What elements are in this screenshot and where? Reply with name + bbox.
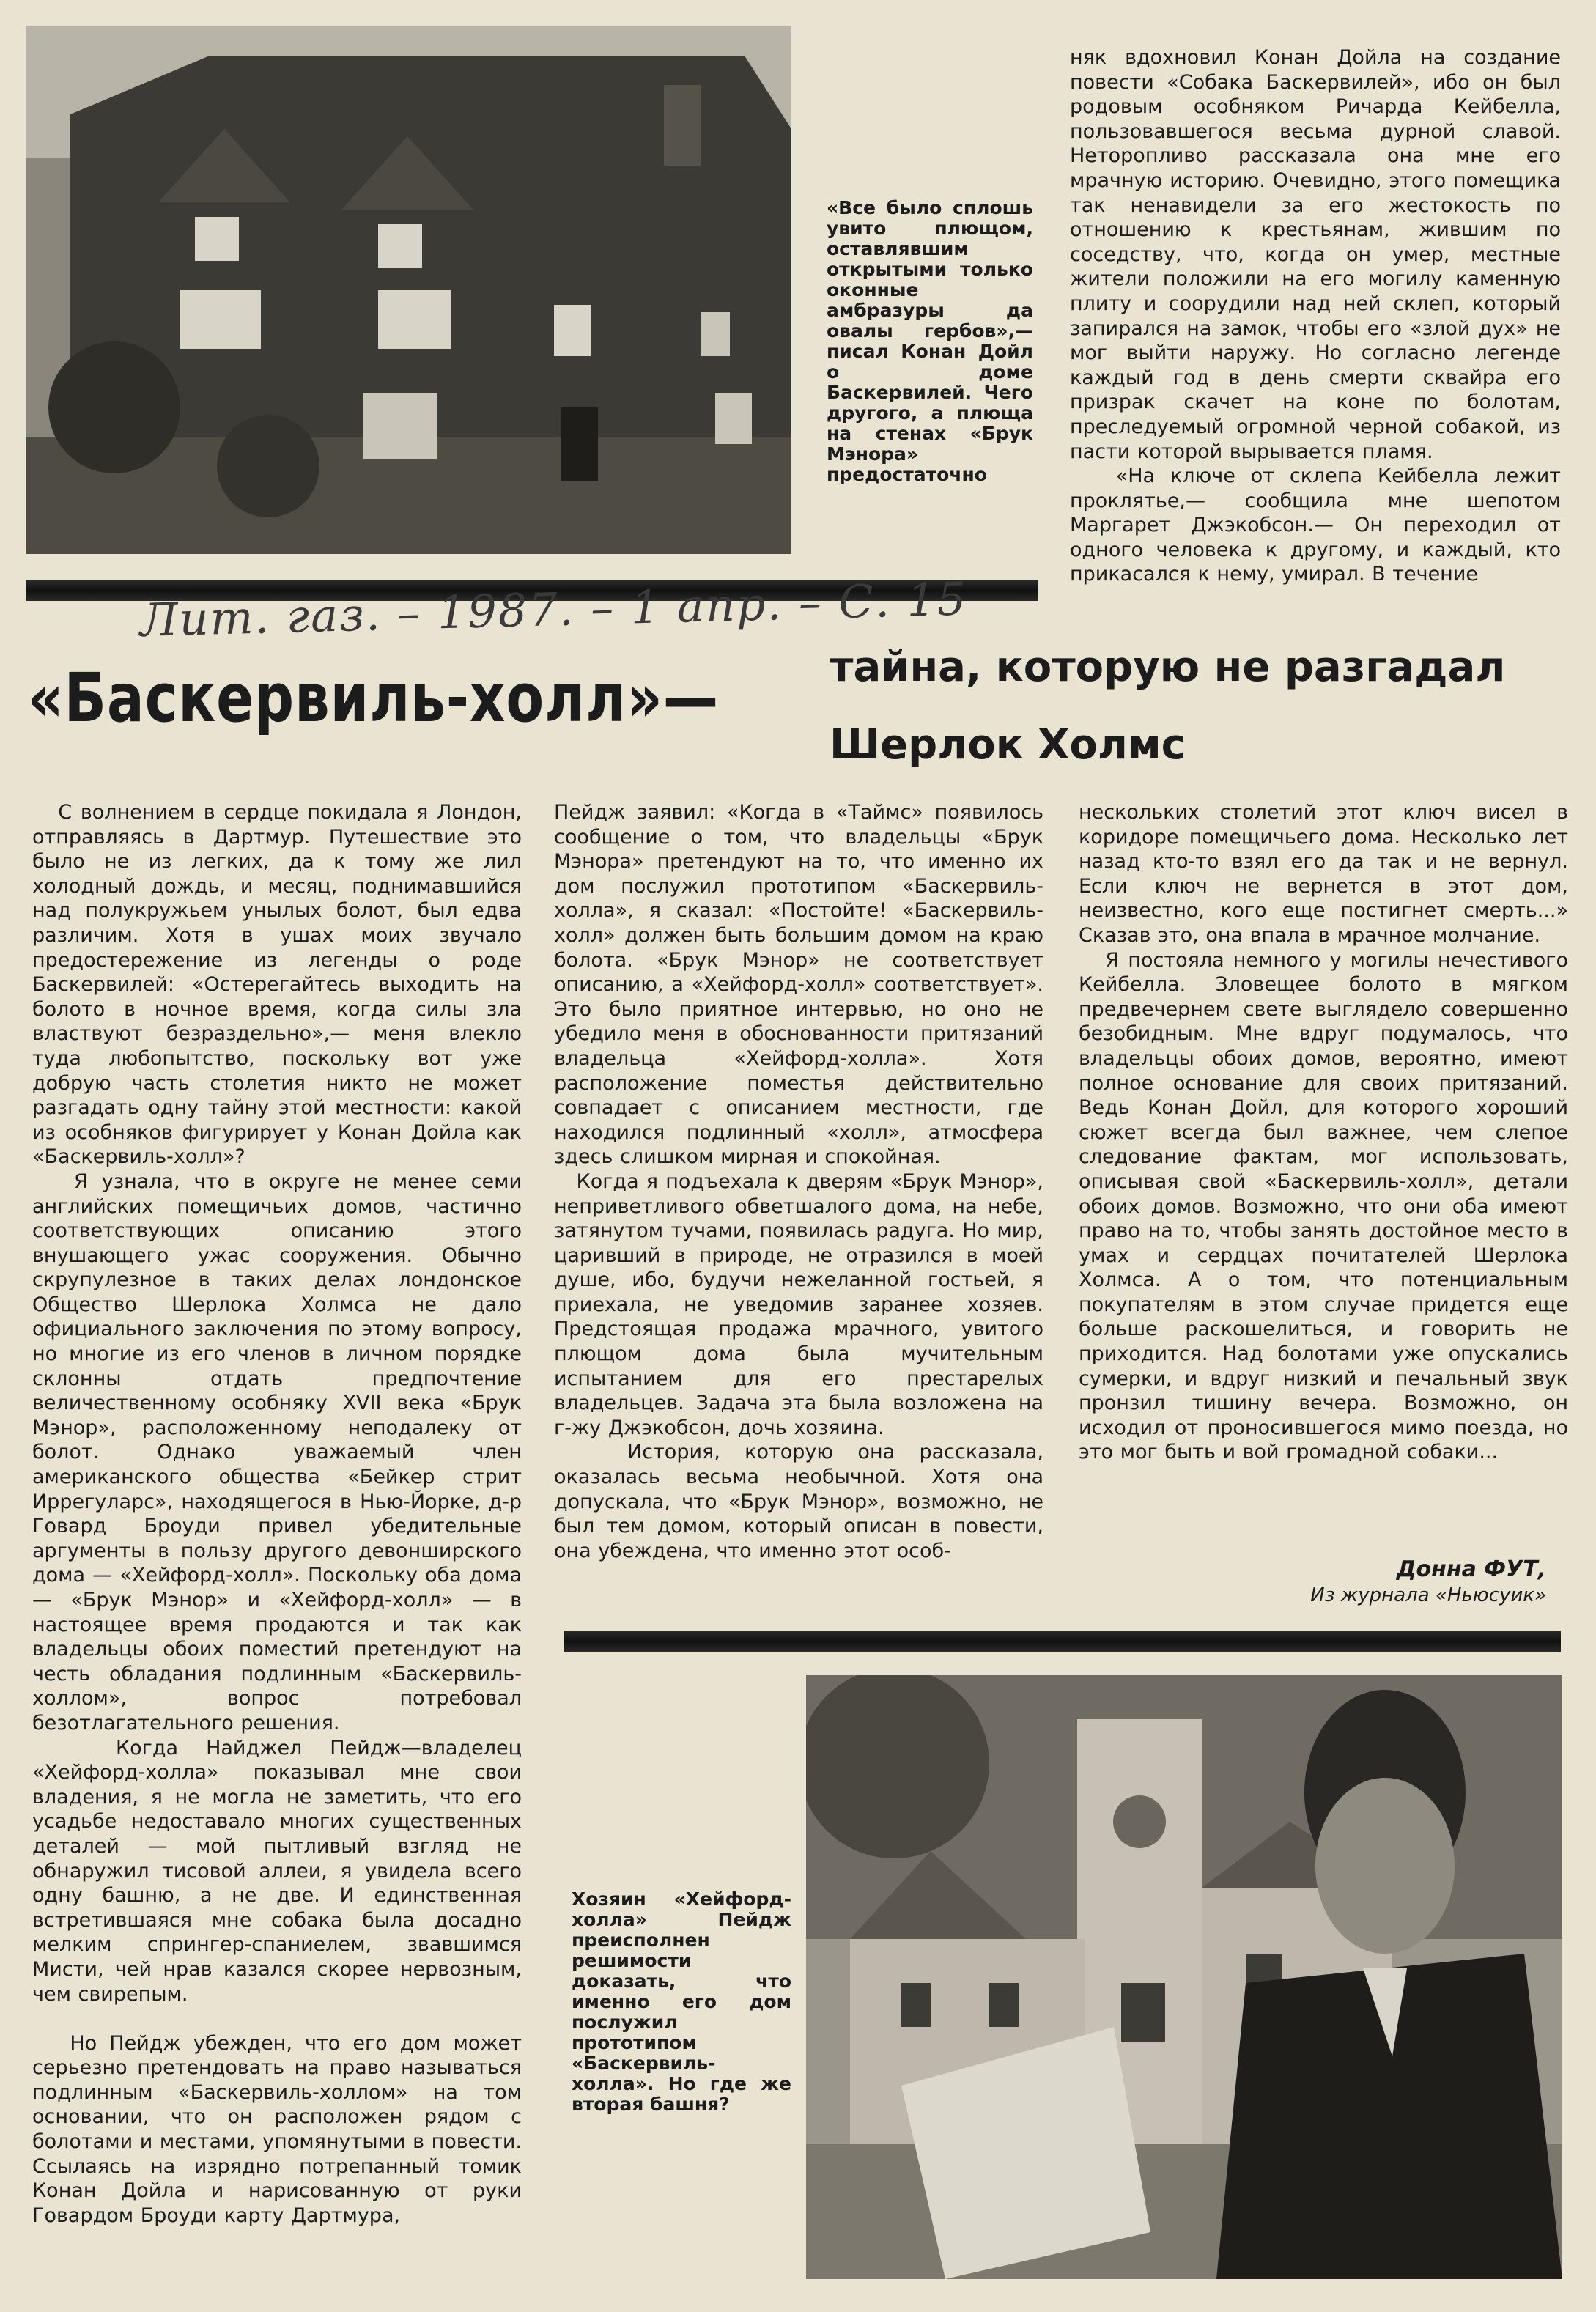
hayford-hall-image [806, 1675, 1562, 2279]
headline-main: «Баскервиль-холл»— [28, 659, 720, 737]
photo-brook-manor [26, 26, 791, 554]
headline-sub-line2: Шерлок Холмс [830, 721, 1186, 769]
headline-sub-line1: тайна, которую не разгадал [830, 643, 1506, 691]
source-byline: Из журнала «Ньюсуик» [1310, 1584, 1546, 1606]
photo-hayford-hall [806, 1675, 1562, 2279]
article-column-2: Пейдж заявил: «Когда в «Таймс» появилось сообщение о том, что владельцы «Брук Мэнора» претендуют на то, что именно их дом послужил прототипом «Баскервиль-холла», я сказал: «Постойте! «Баскервиль-холл» должен быть большим домом на краю болота. «Брук Мэнор» не соответствует описанию, а «Хейфорд-холл» соответствует». Это было приятное интервью, но оно не убедило меня в обоснованности притязаний владельца «Хейфорд-холла». Хотя расположение поместья действительно совпадает с описанием местности, где находился подлинный «холл», атмосфера здесь слишком мирная и спокойная. Когда я подъехала к дверям «Брук Мэнор», неприветливого обветшалого дома, на небе, затянутом тучами, появилась радуга. Но мир, царивший в природе, не отразился в моей душе, ибо, будучи нежеланной гостьей, я приехала, не уведомив заранее хозяев. Предстоящая продажа мрачного, увитого плющом дома была мучительным испытанием для его престарелых владельцев. Задача эта была возложена на г-жу Джэкобсон, дочь хозяина. История, которую она рассказала, оказалась весьма необычной. Хотя она допускала, что «Брук Мэнор», возможно, не был тем домом, который описан в повести, она убеждена, что именно этот особ- [554, 801, 1044, 1562]
bottom-rule [564, 1631, 1561, 1652]
brook-manor-image [26, 26, 791, 554]
article-column-1: С волнением в сердце покидала я Лондон, отправляясь в Дартмур. Путешествие это было не из легких, да к тому же лил холодный дождь, и месяц, поднимавшийся над полукружьем унылых болот, был едва различим. Хотя в ушах моих звучало предостережение из легенды о роде Баскервилей: «Остерегайтесь выходить на болото в ночное время, когда силы зла властвуют безраздельно»,— меня влекло туда любопытство, поскольку вот уже добрую часть столетия никто не может разгадать одну тайну этой местности: какой из особняков фигурирует у Конан Дойла как «Баскервиль-холл»? Я узнала, что в округе не менее семи английских помещичьих домов, частично соответствующих описанию этого внушающего ужас сооружения. Обычно скрупулезное в таких делах лондонское Общество Шерлока Холмса не дало официального заключения по этому вопросу, но многие из его членов в личном порядке склонны отдать предпочтение величественному особняку XVII века «Брук Мэнор», расположенному неподалеку от болот. Однако уважаемый член американского общества «Бейкер стрит Иррегуларс», находящегося в Нью-Йорке, д-р Говард Броуди привел убедительные аргументы в пользу другого девонширского дома — «Хейфорд-холл». Поскольку оба дома — «Брук Мэнор» и «Хейфорд-холл» — в настоящее время продаются и так как владельцы обоих поместий претендуют на честь обладания подлинным «Баскервиль-холлом», вопрос потребовал безотлагательного решения. Когда Найджел Пейдж—владелец «Хейфорд-холла» показывал мне свои владения, я не могла не заметить, что его усадьбе недоставало многих существенных деталей — мой пытливый взгляд не обнаружил тисовой аллеи, я увидела всего одну башню, а не две. И единственная встретившаяся мне собака была досадно мелким спрингер-спаниелем, звавшимся Мисти, чей нрав казался скорее нервозным, чем свирепым. Но Пейдж убежден, что его дом может серьезно претендовать на право называться подлинным «Баскервиль-холлом» на том основании, что он расположен рядом с болотами и местами, упомянутыми в повести. Ссылаясь на изрядно потрепанный томик Конан Дойла и нарисованную от руки Говардом Броуди карту Дартмура, [32, 801, 522, 2227]
author-byline: Донна ФУТ, [1396, 1556, 1546, 1582]
photo2-caption: Хозяин «Хейфорд-холла» Пейдж преисполнен решимости доказать, что именно его дом послужил прототипом «Баскервиль-холла». Но где же вторая башня? [572, 1888, 791, 2115]
top-column-text: няк вдохновил Конан Дойла на создание повести «Собака Баскервилей», ибо он был родовым особняком Ричарда Кейбелла, пользовавшегося весьма дурной славой. Неторопливо рассказала она мне его мрачную историю. Очевидно, этого помещика так ненавидели за его жестокость по отношению к крестьянам, жившим по соседству, что, когда он умер, местные жители положили на его могилу каменную плиту и соорудили над ней склеп, который запирался на замок, чтобы его «злой дух» не мог выйти наружу. Но согласно легенде каждый год в день смерти сквайра его призрак скачет на коне по болотам, преследуемый огромной черной собакой, из пасти которой вырывается пламя. «На ключе от склепа Кейбелла лежит проклятье,— сообщила мне шепотом Маргарет Джэкобсон.— Он переходил от одного человека к другому, и каждый, кто прикасался к нему, умирал. В течение [1070, 46, 1561, 586]
handwritten-citation: Лит. газ. – 1987. – 1 апр. – С. 15 [138, 572, 969, 647]
photo1-caption: «Все было сплошь увито плющом, оставлявшим открытыми только оконные амбразуры да овалы гербов»,— писал Конан Дойл о доме Баскервилей. Чего другого, а плюща на стенах «Брук Мэнора» предостаточно [827, 197, 1033, 485]
article-column-3: нескольких столетий этот ключ висел в коридоре помещичьего дома. Несколько лет назад кто-то взял его да так и не вернул. Если ключ не вернется в этот дом, неизвестно, кого еще постигнет смерть...» Сказав это, она впала в мрачное молчание. Я постояла немного у могилы нечестивого Кейбелла. Зловещее болото в мягком предвечернем свете выглядело совершенно безобидным. Мне вдруг подумалось, что владельцы обоих домов, вероятно, имеют полное основание для своих притязаний. Ведь Конан Дойл, для которого хороший сюжет всегда был важнее, чем слепое следование фактам, мог использовать, описывая свой «Баскервиль-холл», детали обоих домов. Возможно, что они оба имеют право на то, чтобы занять достойное место в умах и сердцах почитателей Шерлока Холмса. А о том, что потенциальным покупателям в этом случае придется еще больше раскошелиться, и говорить не приходится. Над болотами уже опускались сумерки, и вдруг низкий и печальный звук пронзил тишину вечера. Возможно, он исходил от проносившегося мимо поезда, но это мог быть и вой громадной собаки... [1079, 801, 1568, 1464]
